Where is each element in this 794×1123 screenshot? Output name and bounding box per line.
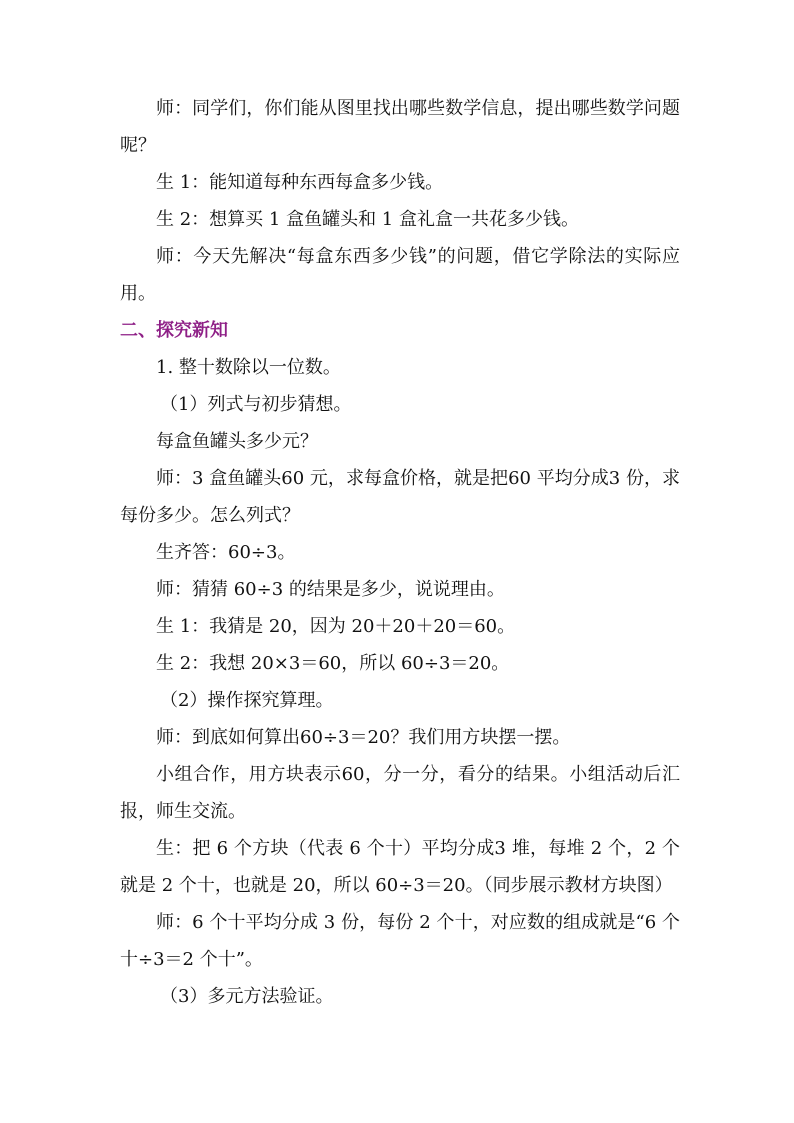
paragraph-step-3: （3）多元方法验证。	[160, 986, 334, 1007]
paragraph-topic: 1. 整十数除以一位数。	[156, 357, 341, 378]
section-heading: 二、探究新知	[120, 320, 228, 341]
paragraph-student-explain: 生：把 6 个方块（代表 6 个十）平均分成3 堆，每堆 2 个，2 个就是 2 个十，也就是 20，所以 60÷3＝20。（同步展示教材方块图）	[120, 838, 680, 896]
paragraph-question: 每盒鱼罐头多少元？	[156, 431, 318, 452]
paragraph-student1-answer: 生 1：能知道每种东西每盒多少钱。	[156, 172, 444, 193]
paragraph-step-1: （1）列式与初步猜想。	[160, 394, 352, 415]
paragraph-teacher-setup: 师：3 盒鱼罐头60 元，求每盒价格，就是把60 平均分成3 份，求每份多少。怎么列式？	[120, 468, 680, 526]
paragraph-teacher-question: 师：同学们，你们能从图里找出哪些数学信息，提出哪些数学问题呢？	[120, 98, 680, 156]
paragraph-student2-guess: 生 2：我想 20×3＝60，所以 60÷3＝20。	[156, 653, 510, 674]
paragraph-teacher-summary: 师：6 个十平均分成 3 份，每份 2 个十，对应数的组成就是“6 个十÷3＝2 个十”。	[120, 912, 680, 970]
paragraph-step-2: （2）操作探究算理。	[160, 690, 334, 711]
paragraph-student1-guess: 生 1：我猜是 20，因为 20＋20＋20＝60。	[156, 616, 516, 637]
document-body	[120, 90, 680, 1015]
paragraph-teacher-guess: 师：猜猜 60÷3 的结果是多少，说说理由。	[156, 579, 505, 600]
paragraph-teacher-intro: 师：今天先解决“每盒东西多少钱”的问题，借它学除法的实际应用。	[120, 246, 680, 304]
paragraph-group-work: 小组合作，用方块表示60，分一分，看分的结果。小组活动后汇报，师生交流。	[120, 764, 680, 822]
paragraph-teacher-blocks: 师：到底如何算出60÷3＝20？我们用方块摆一摆。	[156, 727, 571, 748]
paragraph-student2-answer: 生 2：想算买 1 盒鱼罐头和 1 盒礼盒一共花多少钱。	[156, 209, 579, 230]
paragraph-class-answer: 生齐答：60÷3。	[156, 542, 296, 563]
